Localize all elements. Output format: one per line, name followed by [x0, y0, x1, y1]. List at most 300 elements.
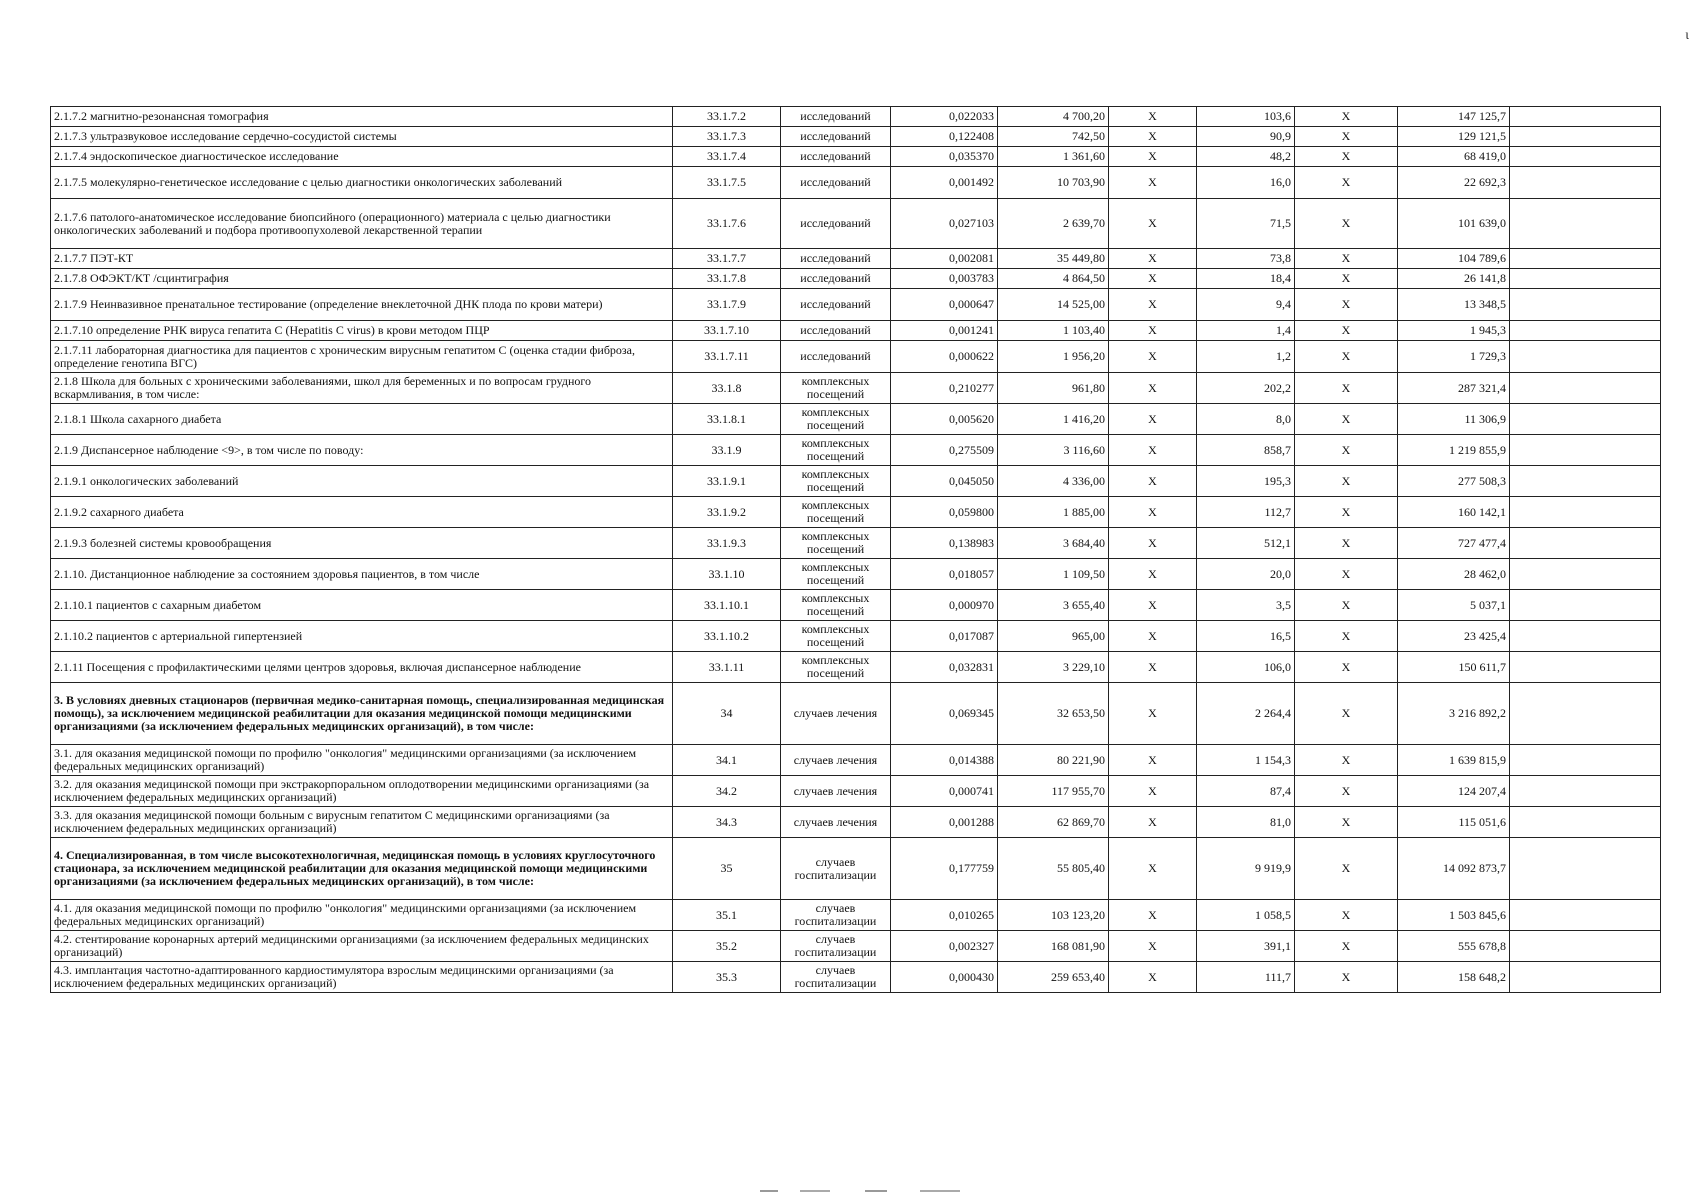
row-code: 33.1.7.5 — [673, 167, 781, 199]
row-name: 3.3. для оказания медицинской помощи больным с вирусным гепатитом С медицинскими организациями (за исключением федеральных медицинских организаций) — [51, 807, 673, 838]
row-x-mark-2: X — [1295, 900, 1398, 931]
row-norm-per-person: 0,000647 — [891, 289, 998, 321]
row-name: 2.1.10. Дистанционное наблюдение за состоянием здоровья пациентов, в том числе — [51, 559, 673, 590]
row-x-mark-1: X — [1109, 341, 1197, 373]
row-per-capita-norm: 20,0 — [1197, 559, 1295, 590]
row-x-mark-2: X — [1295, 269, 1398, 289]
row-x-mark-1: X — [1109, 249, 1197, 269]
row-x-mark-1: X — [1109, 167, 1197, 199]
row-norm-per-person: 0,014388 — [891, 745, 998, 776]
row-unit-cost: 961,80 — [998, 373, 1109, 404]
row-norm-per-person: 0,027103 — [891, 199, 998, 249]
row-empty-cell — [1510, 807, 1661, 838]
row-norm-per-person: 0,003783 — [891, 269, 998, 289]
row-name: 3.2. для оказания медицинской помощи при экстракорпоральном оплодотворении медицинскими организациями (за исключением федеральных медицинских организаций) — [51, 776, 673, 807]
row-name: 2.1.11 Посещения с профилактическими целями центров здоровья, включая диспансерное наблюдение — [51, 652, 673, 683]
row-empty-cell — [1510, 466, 1661, 497]
row-norm-per-person: 0,035370 — [891, 147, 998, 167]
table-row — [51, 745, 1661, 776]
row-total-cost: 158 648,2 — [1398, 962, 1510, 993]
row-unit: комплексных посещений — [781, 652, 891, 683]
row-name: 2.1.7.9 Неинвазивное пренатальное тестирование (определение внеклеточной ДНК плода по крови матери) — [51, 289, 673, 321]
row-x-mark-2: X — [1295, 127, 1398, 147]
row-unit-cost: 1 416,20 — [998, 404, 1109, 435]
row-unit-cost: 35 449,80 — [998, 249, 1109, 269]
row-code: 33.1.9.1 — [673, 466, 781, 497]
row-unit-cost: 3 116,60 — [998, 435, 1109, 466]
row-norm-per-person: 0,000430 — [891, 962, 998, 993]
row-norm-per-person: 0,017087 — [891, 621, 998, 652]
row-norm-per-person: 0,210277 — [891, 373, 998, 404]
row-total-cost: 1 729,3 — [1398, 341, 1510, 373]
row-empty-cell — [1510, 497, 1661, 528]
row-unit: исследований — [781, 167, 891, 199]
row-x-mark-2: X — [1295, 931, 1398, 962]
row-total-cost: 5 037,1 — [1398, 590, 1510, 621]
row-empty-cell — [1510, 249, 1661, 269]
row-empty-cell — [1510, 107, 1661, 127]
row-empty-cell — [1510, 745, 1661, 776]
row-unit: исследований — [781, 321, 891, 341]
row-total-cost: 1 503 845,6 — [1398, 900, 1510, 931]
row-name: 2.1.7.11 лабораторная диагностика для пациентов с хроническим вирусным гепатитом С (оценка стадии фиброза, определение генотипа ВГС) — [51, 341, 673, 373]
row-code: 33.1.7.3 — [673, 127, 781, 147]
row-per-capita-norm: 512,1 — [1197, 528, 1295, 559]
row-x-mark-1: X — [1109, 683, 1197, 745]
row-unit-cost: 103 123,20 — [998, 900, 1109, 931]
row-name: 2.1.10.1 пациентов с сахарным диабетом — [51, 590, 673, 621]
row-unit-cost: 1 885,00 — [998, 497, 1109, 528]
row-name: 2.1.7.10 определение РНК вируса гепатита С (Hepatitis C virus) в крови методом ПЦР — [51, 321, 673, 341]
row-norm-per-person: 0,059800 — [891, 497, 998, 528]
row-per-capita-norm: 73,8 — [1197, 249, 1295, 269]
row-unit: комплексных посещений — [781, 466, 891, 497]
table-row — [51, 528, 1661, 559]
row-total-cost: 11 306,9 — [1398, 404, 1510, 435]
row-x-mark-1: X — [1109, 466, 1197, 497]
table-row — [51, 590, 1661, 621]
row-x-mark-1: X — [1109, 931, 1197, 962]
row-per-capita-norm: 16,0 — [1197, 167, 1295, 199]
row-code: 33.1.9.3 — [673, 528, 781, 559]
row-per-capita-norm: 81,0 — [1197, 807, 1295, 838]
row-x-mark-2: X — [1295, 962, 1398, 993]
row-empty-cell — [1510, 528, 1661, 559]
row-unit: случаев лечения — [781, 776, 891, 807]
row-unit-cost: 3 655,40 — [998, 590, 1109, 621]
row-total-cost: 3 216 892,2 — [1398, 683, 1510, 745]
row-total-cost: 555 678,8 — [1398, 931, 1510, 962]
row-empty-cell — [1510, 838, 1661, 900]
row-name: 4.1. для оказания медицинской помощи по профилю "онкология" медицинскими организациями (за исключением федеральных медицинских организаций) — [51, 900, 673, 931]
row-total-cost: 28 462,0 — [1398, 559, 1510, 590]
row-empty-cell — [1510, 289, 1661, 321]
row-unit-cost: 32 653,50 — [998, 683, 1109, 745]
row-per-capita-norm: 48,2 — [1197, 147, 1295, 167]
row-per-capita-norm: 391,1 — [1197, 931, 1295, 962]
row-per-capita-norm: 16,5 — [1197, 621, 1295, 652]
row-code: 33.1.7.2 — [673, 107, 781, 127]
row-name: 2.1.7.8 ОФЭКТ/КТ /сцинтиграфия — [51, 269, 673, 289]
row-code: 33.1.7.10 — [673, 321, 781, 341]
table-row — [51, 404, 1661, 435]
row-per-capita-norm: 1,2 — [1197, 341, 1295, 373]
row-empty-cell — [1510, 127, 1661, 147]
row-x-mark-1: X — [1109, 147, 1197, 167]
row-unit: исследований — [781, 127, 891, 147]
row-x-mark-2: X — [1295, 435, 1398, 466]
footer-scan-artifact — [760, 1188, 1010, 1194]
row-total-cost: 26 141,8 — [1398, 269, 1510, 289]
row-x-mark-1: X — [1109, 745, 1197, 776]
row-per-capita-norm: 90,9 — [1197, 127, 1295, 147]
table-row — [51, 321, 1661, 341]
row-name: 2.1.7.7 ПЭТ-КТ — [51, 249, 673, 269]
row-x-mark-1: X — [1109, 107, 1197, 127]
row-unit: исследований — [781, 199, 891, 249]
row-per-capita-norm: 858,7 — [1197, 435, 1295, 466]
row-x-mark-1: X — [1109, 497, 1197, 528]
row-unit-cost: 3 229,10 — [998, 652, 1109, 683]
row-name: 2.1.8.1 Школа сахарного диабета — [51, 404, 673, 435]
row-x-mark-1: X — [1109, 373, 1197, 404]
row-per-capita-norm: 87,4 — [1197, 776, 1295, 807]
row-empty-cell — [1510, 652, 1661, 683]
row-x-mark-2: X — [1295, 107, 1398, 127]
table-row — [51, 621, 1661, 652]
row-code: 34.3 — [673, 807, 781, 838]
row-empty-cell — [1510, 559, 1661, 590]
row-total-cost: 727 477,4 — [1398, 528, 1510, 559]
table-row — [51, 435, 1661, 466]
row-norm-per-person: 0,122408 — [891, 127, 998, 147]
row-name: 2.1.9 Диспансерное наблюдение <9>, в том числе по поводу: — [51, 435, 673, 466]
row-code: 34.1 — [673, 745, 781, 776]
row-code: 33.1.9 — [673, 435, 781, 466]
row-name: 3.1. для оказания медицинской помощи по профилю "онкология" медицинскими организациями (за исключением федеральных медицинских организаций) — [51, 745, 673, 776]
table-row — [51, 776, 1661, 807]
row-x-mark-2: X — [1295, 404, 1398, 435]
row-x-mark-1: X — [1109, 435, 1197, 466]
table-row — [51, 807, 1661, 838]
row-x-mark-2: X — [1295, 289, 1398, 321]
row-code: 33.1.7.11 — [673, 341, 781, 373]
row-unit: комплексных посещений — [781, 373, 891, 404]
row-per-capita-norm: 195,3 — [1197, 466, 1295, 497]
row-per-capita-norm: 71,5 — [1197, 199, 1295, 249]
row-empty-cell — [1510, 199, 1661, 249]
row-unit: случаев лечения — [781, 745, 891, 776]
table-row — [51, 962, 1661, 993]
table-row — [51, 341, 1661, 373]
row-norm-per-person: 0,001241 — [891, 321, 998, 341]
row-norm-per-person: 0,000741 — [891, 776, 998, 807]
row-unit-cost: 55 805,40 — [998, 838, 1109, 900]
row-x-mark-2: X — [1295, 745, 1398, 776]
row-unit-cost: 1 109,50 — [998, 559, 1109, 590]
edge-mark: ι — [1685, 28, 1689, 43]
row-per-capita-norm: 202,2 — [1197, 373, 1295, 404]
table-row — [51, 147, 1661, 167]
row-norm-per-person: 0,001288 — [891, 807, 998, 838]
row-x-mark-2: X — [1295, 559, 1398, 590]
row-norm-per-person: 0,000970 — [891, 590, 998, 621]
row-x-mark-2: X — [1295, 497, 1398, 528]
row-per-capita-norm: 2 264,4 — [1197, 683, 1295, 745]
row-per-capita-norm: 1 154,3 — [1197, 745, 1295, 776]
row-name: 3. В условиях дневных стационаров (первичная медико-санитарная помощь, специализированная медицинская помощь), за исключением медицинской реабилитации для оказания медицинской помощи медицинскими организациями (за исключением федеральных медицинских организаций), в том числе: — [51, 683, 673, 745]
row-unit-cost: 1 361,60 — [998, 147, 1109, 167]
row-name: 2.1.7.2 магнитно-резонансная томография — [51, 107, 673, 127]
row-empty-cell — [1510, 931, 1661, 962]
row-x-mark-2: X — [1295, 621, 1398, 652]
row-empty-cell — [1510, 404, 1661, 435]
row-x-mark-1: X — [1109, 962, 1197, 993]
row-empty-cell — [1510, 167, 1661, 199]
row-unit: случаев лечения — [781, 807, 891, 838]
row-unit: исследований — [781, 147, 891, 167]
row-unit-cost: 10 703,90 — [998, 167, 1109, 199]
row-empty-cell — [1510, 776, 1661, 807]
row-unit-cost: 3 684,40 — [998, 528, 1109, 559]
row-total-cost: 104 789,6 — [1398, 249, 1510, 269]
table-row — [51, 269, 1661, 289]
row-code: 33.1.10.1 — [673, 590, 781, 621]
row-x-mark-2: X — [1295, 807, 1398, 838]
row-unit-cost: 80 221,90 — [998, 745, 1109, 776]
row-code: 33.1.9.2 — [673, 497, 781, 528]
row-unit: комплексных посещений — [781, 404, 891, 435]
row-x-mark-1: X — [1109, 528, 1197, 559]
row-total-cost: 129 121,5 — [1398, 127, 1510, 147]
row-unit: случаев госпитализации — [781, 900, 891, 931]
row-x-mark-1: X — [1109, 652, 1197, 683]
row-unit-cost: 4 336,00 — [998, 466, 1109, 497]
row-x-mark-2: X — [1295, 683, 1398, 745]
row-name: 4.2. стентирование коронарных артерий медицинскими организациями (за исключением федеральных медицинских организаций) — [51, 931, 673, 962]
row-total-cost: 1 945,3 — [1398, 321, 1510, 341]
table-row — [51, 199, 1661, 249]
table-row — [51, 652, 1661, 683]
row-x-mark-1: X — [1109, 559, 1197, 590]
row-per-capita-norm: 1,4 — [1197, 321, 1295, 341]
row-name: 2.1.7.4 эндоскопическое диагностическое исследование — [51, 147, 673, 167]
row-name: 4.3. имплантация частотно-адаптированного кардиостимулятора взрослым медицинскими организациями (за исключением федеральных медицинских организаций) — [51, 962, 673, 993]
row-empty-cell — [1510, 683, 1661, 745]
row-code: 34 — [673, 683, 781, 745]
row-unit: комплексных посещений — [781, 590, 891, 621]
row-empty-cell — [1510, 435, 1661, 466]
row-unit: комплексных посещений — [781, 497, 891, 528]
row-norm-per-person: 0,069345 — [891, 683, 998, 745]
row-code: 33.1.7.6 — [673, 199, 781, 249]
row-unit-cost: 62 869,70 — [998, 807, 1109, 838]
row-unit: случаев лечения — [781, 683, 891, 745]
row-x-mark-2: X — [1295, 373, 1398, 404]
row-norm-per-person: 0,275509 — [891, 435, 998, 466]
row-per-capita-norm: 103,6 — [1197, 107, 1295, 127]
row-name: 4. Специализированная, в том числе высокотехнологичная, медицинская помощь в условиях круглосуточного стационара, за исключением медицинской реабилитации для оказания медицинской помощи медицинскими организациями (за исключением федеральных медицинских организаций), в том числе: — [51, 838, 673, 900]
row-unit: случаев госпитализации — [781, 931, 891, 962]
row-x-mark-1: X — [1109, 838, 1197, 900]
row-norm-per-person: 0,045050 — [891, 466, 998, 497]
table-row — [51, 107, 1661, 127]
row-x-mark-2: X — [1295, 838, 1398, 900]
row-x-mark-2: X — [1295, 147, 1398, 167]
row-empty-cell — [1510, 147, 1661, 167]
row-x-mark-1: X — [1109, 289, 1197, 321]
row-x-mark-1: X — [1109, 776, 1197, 807]
row-unit-cost: 14 525,00 — [998, 289, 1109, 321]
table-row — [51, 931, 1661, 962]
row-x-mark-1: X — [1109, 269, 1197, 289]
row-x-mark-2: X — [1295, 167, 1398, 199]
row-norm-per-person: 0,177759 — [891, 838, 998, 900]
row-x-mark-2: X — [1295, 321, 1398, 341]
row-total-cost: 1 219 855,9 — [1398, 435, 1510, 466]
row-norm-per-person: 0,005620 — [891, 404, 998, 435]
row-norm-per-person: 0,002327 — [891, 931, 998, 962]
row-per-capita-norm: 9 919,9 — [1197, 838, 1295, 900]
row-empty-cell — [1510, 321, 1661, 341]
row-norm-per-person: 0,000622 — [891, 341, 998, 373]
row-name: 2.1.7.3 ультразвуковое исследование сердечно-сосудистой системы — [51, 127, 673, 147]
row-total-cost: 1 639 815,9 — [1398, 745, 1510, 776]
row-name: 2.1.9.3 болезней системы кровообращения — [51, 528, 673, 559]
row-x-mark-2: X — [1295, 590, 1398, 621]
row-x-mark-2: X — [1295, 466, 1398, 497]
row-unit-cost: 1 103,40 — [998, 321, 1109, 341]
row-code: 33.1.8.1 — [673, 404, 781, 435]
row-total-cost: 277 508,3 — [1398, 466, 1510, 497]
table-row — [51, 900, 1661, 931]
row-name: 2.1.10.2 пациентов с артериальной гипертензией — [51, 621, 673, 652]
table-row — [51, 373, 1661, 404]
row-unit-cost: 259 653,40 — [998, 962, 1109, 993]
row-x-mark-2: X — [1295, 528, 1398, 559]
row-per-capita-norm: 1 058,5 — [1197, 900, 1295, 931]
row-per-capita-norm: 8,0 — [1197, 404, 1295, 435]
table-row — [51, 466, 1661, 497]
row-code: 35 — [673, 838, 781, 900]
row-unit-cost: 4 864,50 — [998, 269, 1109, 289]
row-per-capita-norm: 9,4 — [1197, 289, 1295, 321]
row-total-cost: 147 125,7 — [1398, 107, 1510, 127]
table-row — [51, 838, 1661, 900]
row-x-mark-2: X — [1295, 249, 1398, 269]
row-code: 33.1.7.4 — [673, 147, 781, 167]
row-total-cost: 124 207,4 — [1398, 776, 1510, 807]
row-x-mark-1: X — [1109, 127, 1197, 147]
row-code: 33.1.7.7 — [673, 249, 781, 269]
table-row — [51, 249, 1661, 269]
row-unit: исследований — [781, 269, 891, 289]
row-total-cost: 287 321,4 — [1398, 373, 1510, 404]
row-x-mark-1: X — [1109, 404, 1197, 435]
table-row — [51, 497, 1661, 528]
row-total-cost: 115 051,6 — [1398, 807, 1510, 838]
row-unit: исследований — [781, 107, 891, 127]
row-x-mark-1: X — [1109, 621, 1197, 652]
table-row — [51, 167, 1661, 199]
row-unit-cost: 965,00 — [998, 621, 1109, 652]
row-x-mark-2: X — [1295, 341, 1398, 373]
row-per-capita-norm: 18,4 — [1197, 269, 1295, 289]
row-code: 33.1.7.9 — [673, 289, 781, 321]
row-code: 33.1.11 — [673, 652, 781, 683]
row-unit-cost: 168 081,90 — [998, 931, 1109, 962]
table-row — [51, 683, 1661, 745]
row-unit: случаев госпитализации — [781, 838, 891, 900]
row-per-capita-norm: 106,0 — [1197, 652, 1295, 683]
row-norm-per-person: 0,018057 — [891, 559, 998, 590]
table-row — [51, 127, 1661, 147]
row-total-cost: 22 692,3 — [1398, 167, 1510, 199]
row-unit: случаев госпитализации — [781, 962, 891, 993]
row-unit-cost: 4 700,20 — [998, 107, 1109, 127]
row-empty-cell — [1510, 373, 1661, 404]
row-unit: комплексных посещений — [781, 435, 891, 466]
row-name: 2.1.9.1 онкологических заболеваний — [51, 466, 673, 497]
row-unit-cost: 742,50 — [998, 127, 1109, 147]
row-total-cost: 150 611,7 — [1398, 652, 1510, 683]
row-code: 33.1.10 — [673, 559, 781, 590]
row-empty-cell — [1510, 962, 1661, 993]
row-x-mark-2: X — [1295, 199, 1398, 249]
row-per-capita-norm: 3,5 — [1197, 590, 1295, 621]
row-empty-cell — [1510, 341, 1661, 373]
table-row — [51, 289, 1661, 321]
row-x-mark-2: X — [1295, 652, 1398, 683]
row-unit: исследований — [781, 289, 891, 321]
row-code: 35.2 — [673, 931, 781, 962]
row-norm-per-person: 0,022033 — [891, 107, 998, 127]
row-unit: комплексных посещений — [781, 559, 891, 590]
row-norm-per-person: 0,002081 — [891, 249, 998, 269]
row-unit: комплексных посещений — [781, 528, 891, 559]
row-total-cost: 23 425,4 — [1398, 621, 1510, 652]
row-x-mark-2: X — [1295, 776, 1398, 807]
row-unit-cost: 2 639,70 — [998, 199, 1109, 249]
row-x-mark-1: X — [1109, 199, 1197, 249]
row-unit: комплексных посещений — [781, 621, 891, 652]
row-code: 33.1.8 — [673, 373, 781, 404]
row-x-mark-1: X — [1109, 807, 1197, 838]
row-per-capita-norm: 111,7 — [1197, 962, 1295, 993]
table-body — [51, 107, 1661, 993]
row-norm-per-person: 0,138983 — [891, 528, 998, 559]
row-name: 2.1.8 Школа для больных с хроническими заболеваниями, школ для беременных и по вопросам грудного вскармливания, в том числе: — [51, 373, 673, 404]
row-total-cost: 13 348,5 — [1398, 289, 1510, 321]
row-code: 35.1 — [673, 900, 781, 931]
medical-care-volumes-table — [50, 106, 1661, 993]
row-code: 35.3 — [673, 962, 781, 993]
row-code: 34.2 — [673, 776, 781, 807]
row-code: 33.1.7.8 — [673, 269, 781, 289]
row-per-capita-norm: 112,7 — [1197, 497, 1295, 528]
row-norm-per-person: 0,010265 — [891, 900, 998, 931]
row-unit-cost: 117 955,70 — [998, 776, 1109, 807]
row-norm-per-person: 0,001492 — [891, 167, 998, 199]
row-unit: исследований — [781, 341, 891, 373]
row-x-mark-1: X — [1109, 590, 1197, 621]
row-x-mark-1: X — [1109, 321, 1197, 341]
table-row — [51, 559, 1661, 590]
row-unit-cost: 1 956,20 — [998, 341, 1109, 373]
row-empty-cell — [1510, 269, 1661, 289]
row-empty-cell — [1510, 900, 1661, 931]
row-total-cost: 160 142,1 — [1398, 497, 1510, 528]
